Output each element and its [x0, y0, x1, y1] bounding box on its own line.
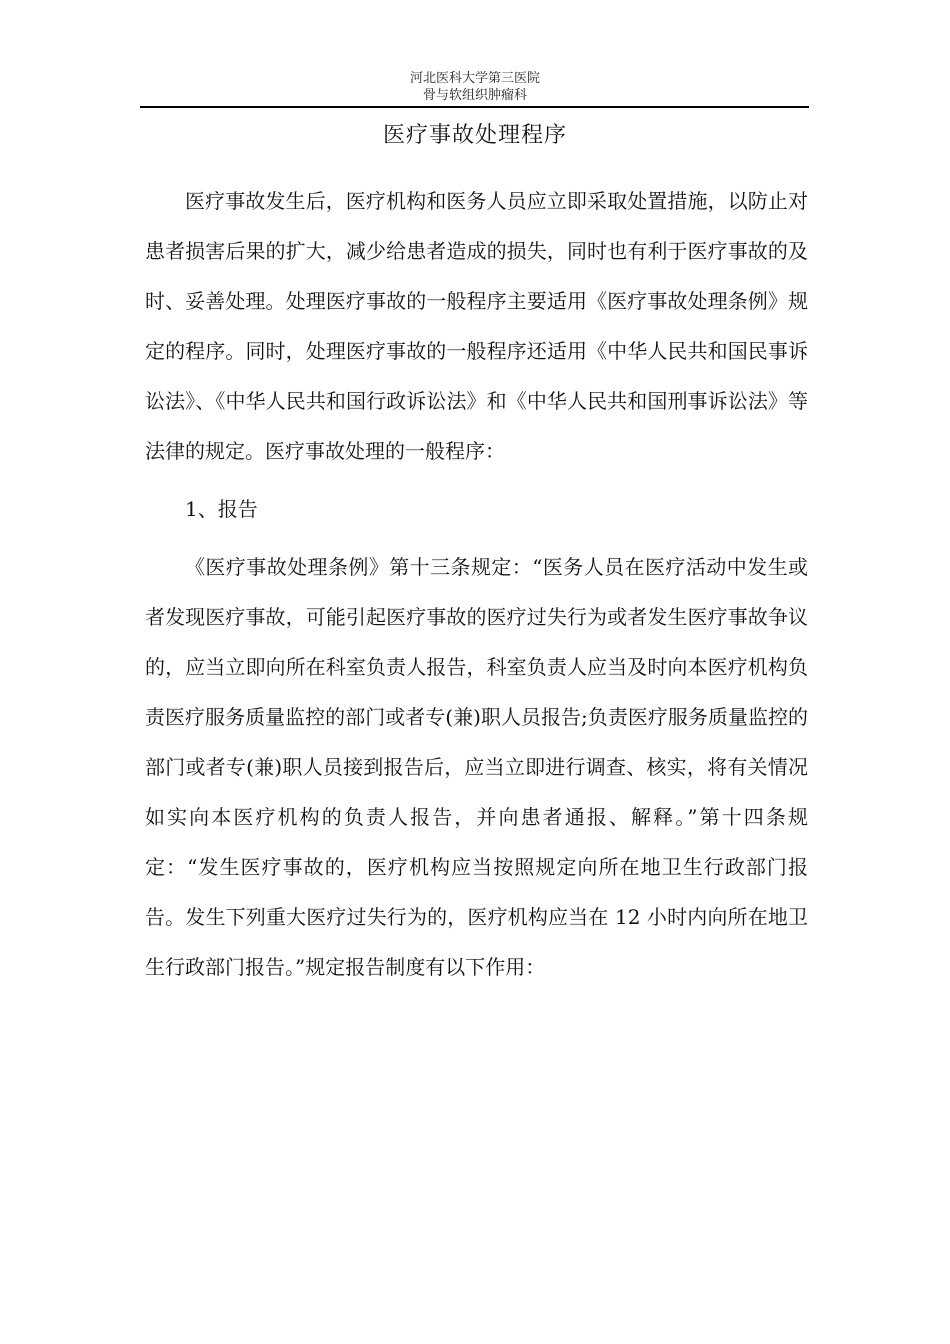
header-rule: [140, 106, 809, 108]
section-heading-report: 1、报告: [185, 497, 258, 521]
document-title: 医疗事故处理程序: [382, 123, 567, 148]
paragraph-intro: 医疗事故发生后，医疗机构和医务人员应立即采取处置措施，以防止对患者损害后果的扩大，减少给患者造成的损失，同时也有利于医疗事故的及时、妥善处理。处理医疗事故的一般程序主要适用《医疗事故处理条例》规定的程序。同时，处理医疗事故的一般程序还适用《中华人民共和国民事诉讼法》、《中华人民共和国行政诉讼法》和《中华人民共和国刑事诉讼法》等法律的规定。医疗事故处理的一般程序：: [145, 189, 808, 463]
header-hospital-name: 河北医科大学第三医院: [409, 71, 540, 86]
page-header: [140, 70, 810, 104]
document-body: [145, 176, 808, 1000]
paragraph-report-regulation: 《医疗事故处理条例》第十三条规定：“医务人员在医疗活动中发生或者发现医疗事故，可能引起医疗事故的医疗过失行为或者发生医疗事故争议的，应当立即向所在科室负责人报告，科室负责人应当及时向本医疗机构负责医疗服务质量监控的部门或者专(兼)职人员报告;负责医疗服务质量监控的部门或者专(兼)职人员接到报告后，应当立即进行调查、核实，将有关情况如实向本医疗机构的负责人报告，并向患者通报、解释。”第十四条规定：“发生医疗事故的，医疗机构应当按照规定向所在地卫生行政部门报告。发生下列重大医疗过失行为的，医疗机构应当在 12 小时内向所在地卫生行政部门报告。”规定报告制度有以下作用：: [145, 555, 808, 979]
header-department-name: 骨与软组织肿瘤科: [422, 88, 527, 103]
